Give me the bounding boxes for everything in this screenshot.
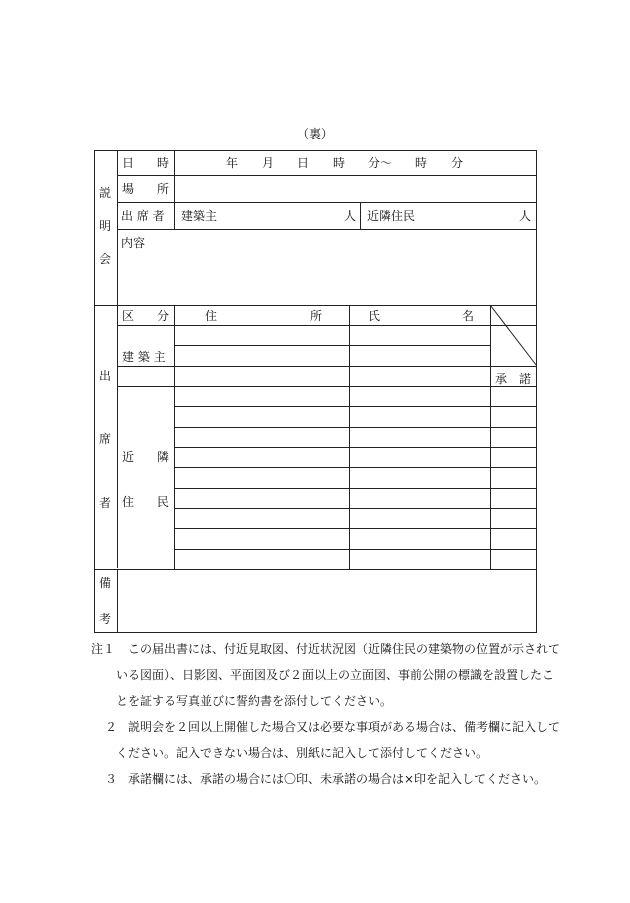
owner-group-label: 建 築 主 — [122, 350, 166, 364]
note-1-line-1: この届出書には、付近見取図、付近状況図（近隣住民の建築物の位置が示されて — [128, 642, 561, 656]
col-address-1: 住 — [205, 309, 218, 323]
owner-count-label: 建築主 — [181, 209, 218, 223]
date-unit-day: 日 — [297, 156, 310, 170]
attendance-section-label-1: 出 — [99, 369, 112, 383]
attendees-label: 出 席 者 — [121, 209, 165, 223]
date-label-2: 時 — [157, 156, 170, 170]
note-1-number: 注１ — [91, 642, 116, 656]
col-name-1: 氏 — [368, 309, 381, 323]
place-label-1: 場 — [122, 182, 135, 196]
date-unit-minute-from: 分〜 — [368, 156, 393, 170]
meeting-section-label-3: 会 — [99, 252, 112, 266]
page-title: （裏） — [296, 127, 333, 141]
note-2-line-1: 説明会を２回以上開催した場合又は必要な事項がある場合は、備考欄に記入して — [128, 720, 561, 734]
col-consent-2: 諾 — [519, 372, 532, 386]
neighbor-label-1b: 隣 — [157, 450, 170, 464]
note-2-line-2: ください。記入できない場合は、別紙に記入して添付してください。 — [116, 746, 489, 760]
col-address-2: 所 — [310, 309, 323, 323]
neighbors-count-label: 近隣住民 — [367, 209, 416, 223]
neighbor-label-1a: 近 — [122, 450, 135, 464]
note-1-line-2: いる図面）、日影図、平面図及び２面以上の立面図、事前公開の標識を設置したこ — [116, 668, 555, 682]
col-name-2: 名 — [462, 309, 475, 323]
remarks-label-2: 考 — [99, 612, 112, 626]
consent-header-diagonal — [490, 305, 537, 366]
neighbors-count-unit: 人 — [519, 209, 532, 223]
col-kubun-1: 区 — [122, 309, 135, 323]
date-unit-month: 月 — [262, 156, 275, 170]
place-label-2: 所 — [157, 182, 170, 196]
owner-count-unit: 人 — [344, 209, 357, 223]
meeting-section-label-1: 説 — [99, 186, 112, 200]
date-unit-hour-to: 時 — [415, 156, 428, 170]
remarks-label-1: 備 — [99, 576, 112, 590]
col-consent-1: 承 — [495, 372, 508, 386]
attendance-section-label-3: 者 — [99, 496, 112, 510]
date-unit-year: 年 — [226, 156, 239, 170]
date-label-1: 日 — [122, 156, 135, 170]
note-3-number: ３ — [105, 772, 118, 786]
meeting-section-label-2: 明 — [99, 219, 112, 233]
date-unit-hour: 時 — [333, 156, 346, 170]
col-kubun-2: 分 — [157, 309, 170, 323]
note-1-line-3: とを証する写真並びに誓約書を添付してください。 — [116, 694, 393, 708]
attendance-section-label-2: 席 — [99, 432, 112, 446]
note-2-number: ２ — [105, 720, 118, 734]
neighbor-label-2b: 民 — [157, 495, 170, 509]
neighbor-label-2a: 住 — [122, 495, 135, 509]
date-unit-minute-to: 分 — [451, 156, 464, 170]
content-label: 内容 — [121, 236, 146, 250]
note-3-line-1: 承諾欄には、承諾の場合には〇印、未承諾の場合は×印を記入してください。 — [128, 772, 547, 786]
